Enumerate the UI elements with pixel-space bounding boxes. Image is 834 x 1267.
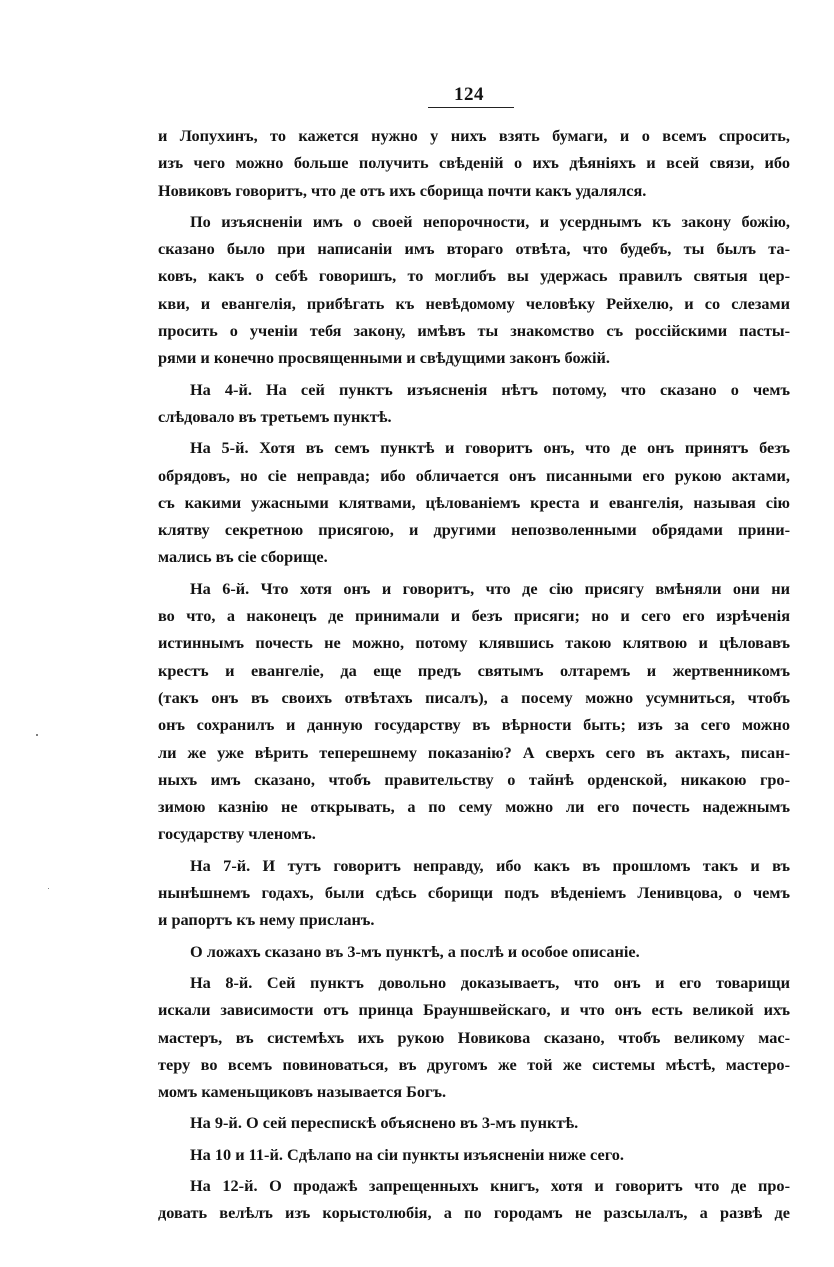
- margin-speck: [48, 888, 49, 889]
- text-line: ныхъ имъ сказано, чтобъ правительству о тайнѣ орденской, никакою гро-: [158, 769, 790, 789]
- text-line: По изъясненіи имъ о своей непорочности, и усерднымъ къ закону божію,: [190, 211, 790, 231]
- text-line: момъ каменьщиковъ называется Богъ.: [158, 1082, 447, 1102]
- text-line: теру во всемъ повиноваться, въ другомъ же той же системы мѣстѣ, мастеро-: [158, 1054, 790, 1074]
- text-line: довать велѣлъ изъ корыстолюбія, а по городамъ не разсылалъ, а развѣ де: [158, 1203, 790, 1223]
- text-line: зимою казнію не открывать, а по сему можно ли его почесть надежнымъ: [158, 797, 790, 817]
- text-line: мастеръ, въ системѣхъ ихъ рукою Новикова сказано, чтобъ великому мас-: [158, 1027, 790, 1047]
- text-line: На 10 и 11-й. Сдѣлапо на сіи пункты изъясненіи ниже сего.: [190, 1144, 624, 1164]
- header-rule: [428, 107, 514, 108]
- text-line: изъ чего можно больше получить свѣденій о ихъ дѣяніяхъ и всей связи, ибо: [158, 153, 790, 173]
- text-line: ковъ, какъ о себѣ говоришъ, то моглибъ вы удержась правилъ святыя цер-: [158, 266, 790, 286]
- text-line: крестъ и евангеліе, да еще предъ святымъ олтаремъ и жертвенникомъ: [158, 660, 790, 680]
- text-line: На 5-й. Хотя въ семъ пунктѣ и говоритъ онъ, что де онъ принятъ безъ: [190, 438, 790, 458]
- page-number: 124: [454, 84, 484, 105]
- text-line: искали зависимости отъ принца Брауншвейскаго, и что онъ есть великой ихъ: [158, 1000, 790, 1020]
- text-line: кви, и евангелія, прибѣгать къ невѣдомому человѣку Рейхелю, и со слезами: [158, 293, 790, 313]
- text-line: нынѣшнемъ годахъ, были сдѣсь сборищи подъ вѣденіемъ Ленивцова, о чемъ: [158, 883, 790, 903]
- text-line: На 4-й. На сей пунктъ изъясненія нѣтъ потому, что сказано о чемъ: [190, 379, 790, 399]
- text-line: На 12-й. О продажѣ запрещенныхъ книгъ, хотя и говоритъ что де про-: [190, 1175, 790, 1195]
- text-line: во что, а наконецъ де принимали и безъ присяги; но и сего его изрѣченія: [158, 606, 790, 626]
- text-line: съ какими ужасными клятвами, цѣлованіемъ креста и евангелія, называя сію: [158, 492, 790, 512]
- margin-speck: [36, 734, 38, 736]
- text-line: просить о ученіи тебя закону, имѣвъ ты знакомство съ россійскими пасты-: [158, 321, 790, 341]
- text-line: обрядовъ, но сіе неправда; ибо обличается онъ писанными его рукою актами,: [158, 465, 790, 485]
- text-line: ли же уже вѣрить теперешнему показанію? А сверхъ сего въ актахъ, писан-: [158, 742, 790, 762]
- text-line: Новиковъ говоритъ, что де отъ ихъ сборища почти какъ удалялся.: [158, 180, 647, 200]
- text-line: мались въ сіе сборище.: [158, 547, 328, 567]
- text-line: О ложахъ сказано въ 3-мъ пунктѣ, а послѣ и особое описаніе.: [190, 941, 640, 961]
- text-line: На 6-й. Что хотя онъ и говоритъ, что де сію присягу вмѣняли они ни: [190, 578, 790, 598]
- text-line: рями и конечно просвященными и свѣдущими законъ божій.: [158, 348, 610, 368]
- text-line: слѣдовало въ третьемъ пунктѣ.: [158, 406, 392, 426]
- text-line: онъ сохранилъ и данную государству въ вѣрности быть; изъ за сего можно: [158, 715, 790, 735]
- text-line: сказано было при написаніи имъ втораго отвѣта, что будебъ, ты былъ та-: [158, 239, 790, 259]
- text-line: На 8-й. Сей пунктъ довольно доказываетъ, что онъ и его товарищи: [190, 972, 790, 992]
- text-line: государству членомъ.: [158, 824, 316, 844]
- text-line: На 7-й. И тутъ говоритъ неправду, ибо какъ въ прошломъ такъ и въ: [190, 855, 790, 875]
- text-line: клятву секретною присягою, и другими непозволенными обрядами прини-: [158, 520, 790, 540]
- text-line: и Лопухинъ, то кажется нужно у нихъ взять бумаги, и о всемъ спросить,: [158, 126, 790, 145]
- text-line: (такъ онъ въ своихъ отвѣтахъ писалъ), а посему можно усумниться, чтобъ: [158, 687, 790, 707]
- body-text: [158, 122, 790, 1227]
- text-line: и рапортъ къ нему присланъ.: [158, 910, 375, 930]
- text-line: На 9-й. О сей переспискѣ объяснено въ 3-мъ пунктѣ.: [190, 1113, 579, 1133]
- text-line: истиннымъ почесть не можно, потому клявшись такою клятвою и цѣловавъ: [158, 633, 790, 653]
